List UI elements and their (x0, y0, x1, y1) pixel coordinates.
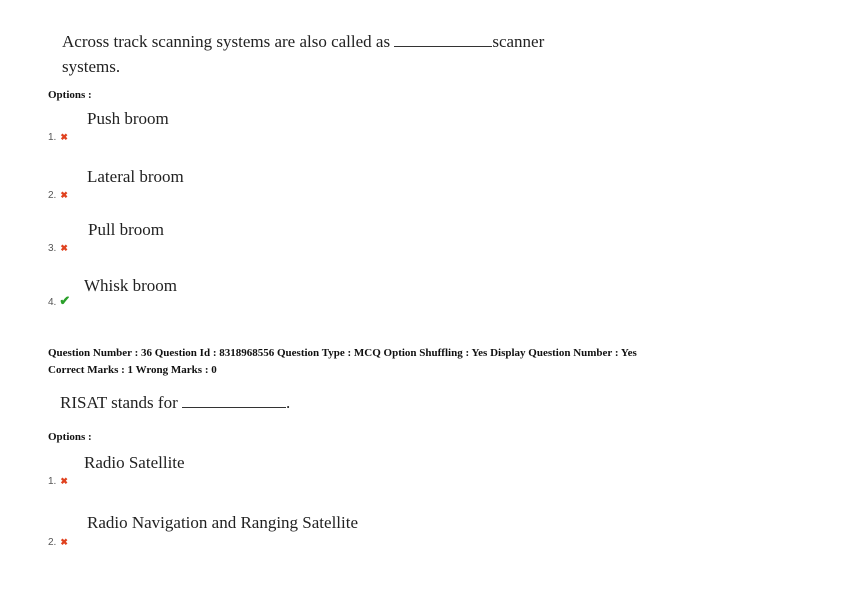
option-marker (48, 127, 68, 145)
answer-blank (394, 32, 492, 47)
option-number: 1. (48, 132, 57, 143)
option-text-correct: Whisk broom (84, 276, 178, 295)
option-text: Pull broom (88, 220, 165, 239)
answer-blank (182, 393, 286, 408)
cross-icon: ✖ (60, 132, 68, 142)
question-35-text (62, 32, 544, 52)
option-marker (48, 471, 68, 489)
marks-meta: Correct Marks : 1 Wrong Marks : 0 (48, 364, 217, 376)
options-label: Options : (48, 89, 92, 101)
option-text: Lateral broom (87, 167, 184, 186)
question-meta: Question Number : 36 Question Id : 8318968556 Question Type : MCQ Option Shuffling : Yes Display Question Number : Yes (48, 347, 637, 359)
question-36-text-end: . (286, 393, 291, 412)
cross-icon: ✖ (60, 476, 68, 486)
option-marker (48, 292, 70, 310)
option-number: 2. (48, 537, 57, 548)
option-number: 2. (48, 190, 57, 201)
option-number: 1. (48, 476, 57, 487)
cross-icon: ✖ (60, 537, 68, 547)
question-35-text-part1: Across track scanning systems are also called as (62, 32, 391, 51)
cross-icon: ✖ (60, 243, 68, 253)
option-number: 4. (48, 297, 57, 308)
option-text: Radio Satellite (84, 453, 185, 472)
options-label: Options : (48, 431, 92, 443)
question-35-text-line2: systems. (62, 57, 121, 76)
question-36-text (60, 393, 290, 413)
cross-icon: ✖ (60, 190, 68, 200)
option-marker (48, 238, 68, 256)
check-icon: ✔ (59, 293, 71, 308)
question-35-text-part2: scanner (492, 32, 545, 51)
option-number: 3. (48, 243, 57, 254)
option-marker (48, 532, 68, 550)
option-marker (48, 185, 68, 203)
option-text: Push broom (87, 109, 169, 128)
option-text: Radio Navigation and Ranging Satellite (87, 513, 359, 532)
question-36-text-main: RISAT stands for (60, 393, 178, 412)
